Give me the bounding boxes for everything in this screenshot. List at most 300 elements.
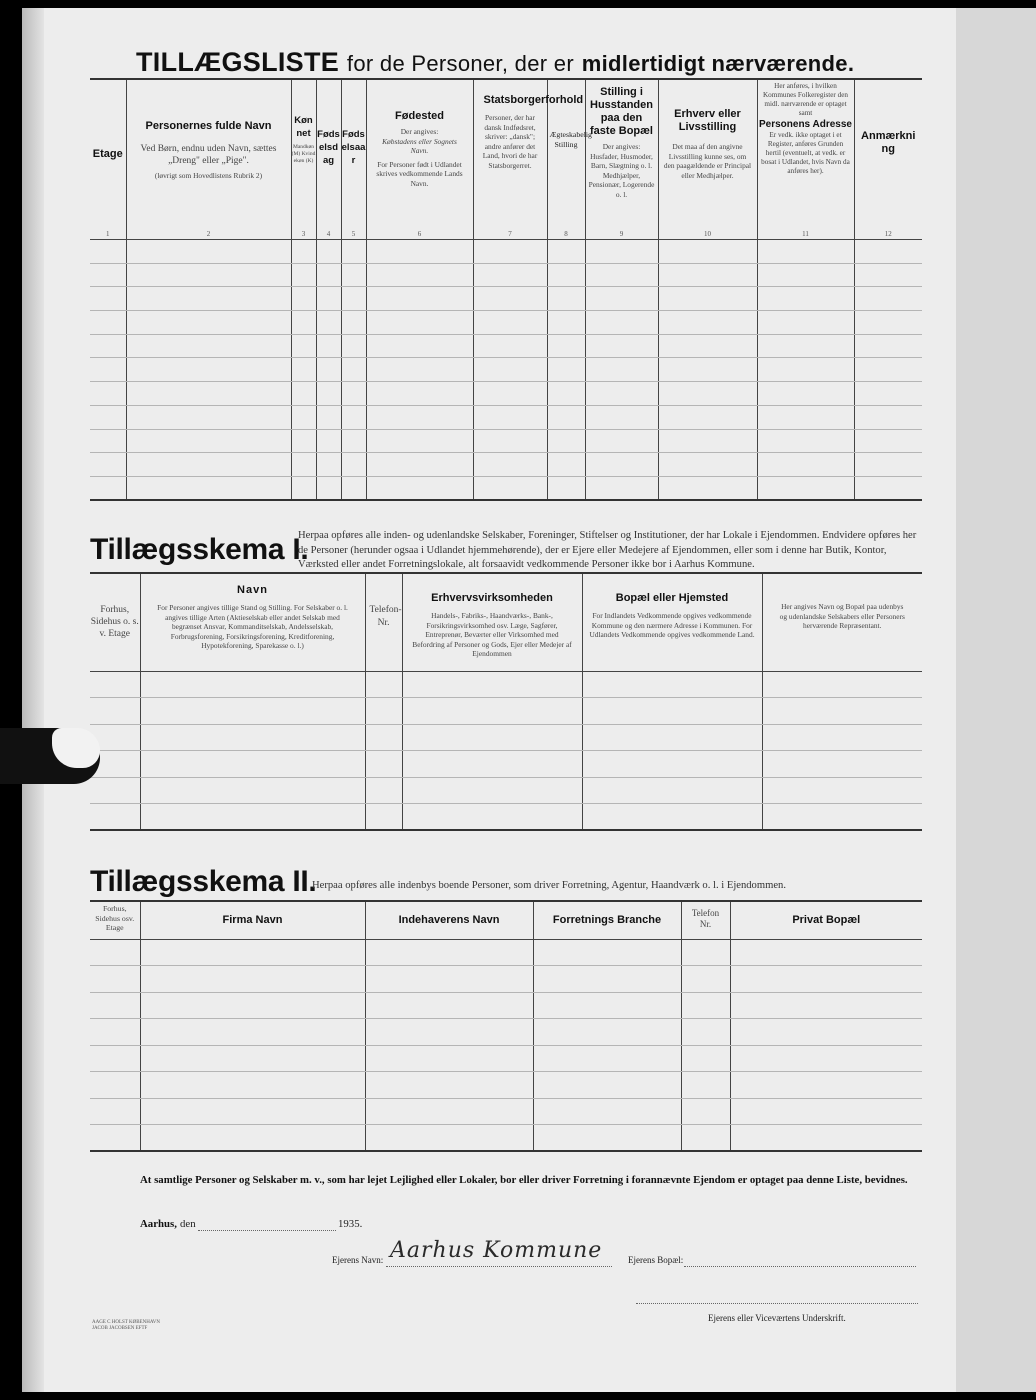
col-birthplace-header: Fødested Der angives: Købstadens eller Sognets Navn. For Personer født i Udlandet skrives vedkommende Lands Navn. bbox=[366, 79, 473, 229]
table-cell[interactable] bbox=[90, 358, 126, 382]
date-label: den bbox=[180, 1218, 196, 1230]
s1-col-residence-header: Bopæl eller Hjemsted For Indlandets Vedkommende opgives vedkommende Kommune og den nærmere Adresse i Kommunen. For Udlandets Vedkommende opgives vedkommende Land. bbox=[582, 573, 762, 671]
table-cell[interactable] bbox=[730, 992, 922, 1019]
table-cell[interactable] bbox=[547, 287, 585, 311]
table-cell[interactable] bbox=[341, 476, 366, 500]
table-cell[interactable] bbox=[341, 358, 366, 382]
signature-line bbox=[636, 1303, 918, 1304]
title-part1: TILLÆGSLISTE bbox=[136, 47, 340, 77]
next-page-edge bbox=[956, 8, 1036, 1392]
table-cell[interactable] bbox=[658, 405, 757, 429]
table-cell[interactable] bbox=[140, 1125, 365, 1152]
table-cell[interactable] bbox=[316, 405, 341, 429]
table-cell[interactable] bbox=[341, 287, 366, 311]
table-cell[interactable] bbox=[681, 1098, 730, 1125]
table-cell[interactable] bbox=[140, 1019, 365, 1046]
table-cell[interactable] bbox=[316, 263, 341, 287]
table-cell[interactable] bbox=[658, 334, 757, 358]
col-num-4: 4 bbox=[326, 230, 331, 238]
table-cell[interactable] bbox=[757, 311, 854, 335]
table-row bbox=[90, 429, 922, 453]
table-row bbox=[90, 1098, 922, 1125]
col-etage-header: Etage bbox=[90, 79, 126, 229]
table-cell[interactable] bbox=[533, 939, 681, 966]
table-cell[interactable] bbox=[762, 777, 922, 804]
table-cell[interactable] bbox=[547, 405, 585, 429]
table-cell[interactable] bbox=[402, 724, 582, 751]
table-cell[interactable] bbox=[126, 429, 291, 453]
table-cell[interactable] bbox=[402, 751, 582, 778]
table-cell[interactable] bbox=[90, 453, 126, 477]
table-cell[interactable] bbox=[90, 992, 140, 1019]
table-cell[interactable] bbox=[585, 334, 658, 358]
table-cell[interactable] bbox=[681, 1045, 730, 1072]
table-cell[interactable] bbox=[402, 777, 582, 804]
table-cell[interactable] bbox=[291, 429, 316, 453]
table-cell[interactable] bbox=[762, 671, 922, 698]
table-cell[interactable] bbox=[365, 1125, 533, 1152]
table-cell[interactable] bbox=[854, 263, 922, 287]
signature-label: Ejerens eller Viceværtens Underskrift. bbox=[708, 1313, 846, 1323]
table-cell[interactable] bbox=[585, 263, 658, 287]
table-row bbox=[90, 240, 922, 264]
table-cell[interactable] bbox=[365, 724, 402, 751]
table-cell[interactable] bbox=[90, 476, 126, 500]
table-cell[interactable] bbox=[854, 358, 922, 382]
table-cell[interactable] bbox=[681, 939, 730, 966]
schema1-description: Herpaa opføres alle inden- og udenlandske Selskaber, Foreninger, Stiftelser og Institutioner, der har Lokale i Ejendommen. Endvidere opføres her de Personer (herunder ogsaa i Udlandet hjemmehørende), der er Ejere eller Medejere af Ejendommen, eller som i denne har Butik, Kontor, Værksted eller andet Forretningslokale, alt forsaavidt vedkommende Personer ikke bor i Aarhus Kommune. bbox=[298, 530, 917, 570]
table-row bbox=[90, 1045, 922, 1072]
table-cell[interactable] bbox=[681, 966, 730, 993]
table-cell[interactable] bbox=[585, 405, 658, 429]
table-cell[interactable] bbox=[365, 1098, 533, 1125]
col-num-9: 9 bbox=[619, 230, 624, 238]
title-part3: midlertidigt nærværende. bbox=[581, 51, 855, 76]
table-cell[interactable] bbox=[757, 240, 854, 264]
table-cell[interactable] bbox=[585, 287, 658, 311]
table-cell[interactable] bbox=[365, 671, 402, 698]
table-cell[interactable] bbox=[533, 1072, 681, 1099]
table-cell[interactable] bbox=[291, 311, 316, 335]
s1-col-business-header: Erhvervsvirksomheden Handels-, Fabriks-, Haandværks-, Bank-, Forsikringsvirksomhed osv. Læge, Sagfører, Entreprenør, Beværter eller Virksomhed med Befordring af Personer og Gods, Ejer eller Medejer af Ejendommen bbox=[402, 573, 582, 671]
table-cell[interactable] bbox=[547, 453, 585, 477]
table-cell[interactable] bbox=[365, 804, 402, 831]
table-cell[interactable] bbox=[90, 240, 126, 264]
col-name-header: Personernes fulde Navn Ved Børn, endnu uden Navn, sættes „Dreng" eller „Pige". (løvrigt som Hovedlistens Rubrik 2) bbox=[126, 79, 291, 229]
table-cell[interactable] bbox=[365, 1072, 533, 1099]
col-num-3: 3 bbox=[301, 230, 306, 238]
table-cell[interactable] bbox=[762, 804, 922, 831]
table-cell[interactable] bbox=[90, 1125, 140, 1152]
table-cell[interactable] bbox=[90, 777, 140, 804]
table-cell[interactable] bbox=[90, 263, 126, 287]
schema1-table-body bbox=[90, 671, 922, 830]
s2-col-private-header: Privat Bopæl bbox=[730, 901, 922, 939]
s2-col-branch-header: Forretnings Branche bbox=[533, 901, 681, 939]
table-cell[interactable] bbox=[140, 1072, 365, 1099]
date-line bbox=[198, 1230, 336, 1231]
table-cell[interactable] bbox=[366, 311, 473, 335]
table-cell[interactable] bbox=[140, 698, 365, 725]
table-row bbox=[90, 939, 922, 966]
table-cell[interactable] bbox=[90, 698, 140, 725]
col-num-2: 2 bbox=[206, 230, 211, 238]
table-row bbox=[90, 1072, 922, 1099]
table-cell[interactable] bbox=[533, 1098, 681, 1125]
table-cell[interactable] bbox=[365, 939, 533, 966]
table-cell[interactable] bbox=[90, 334, 126, 358]
table-cell[interactable] bbox=[533, 992, 681, 1019]
table-cell[interactable] bbox=[316, 476, 341, 500]
table-cell[interactable] bbox=[730, 1045, 922, 1072]
table-cell[interactable] bbox=[341, 334, 366, 358]
table-cell[interactable] bbox=[365, 698, 402, 725]
table-cell[interactable] bbox=[533, 1045, 681, 1072]
table-cell[interactable] bbox=[582, 671, 762, 698]
table-cell[interactable] bbox=[365, 1019, 533, 1046]
table-row bbox=[90, 453, 922, 477]
table-cell[interactable] bbox=[90, 966, 140, 993]
col-num-11: 11 bbox=[802, 230, 809, 238]
table-cell[interactable] bbox=[658, 453, 757, 477]
table-cell[interactable] bbox=[365, 966, 533, 993]
table-cell[interactable] bbox=[365, 1045, 533, 1072]
s2-col-floor-header: Forhus, Sidehus osv. Etage bbox=[90, 901, 140, 939]
table-cell[interactable] bbox=[126, 453, 291, 477]
table-cell[interactable] bbox=[402, 698, 582, 725]
table-cell[interactable] bbox=[681, 992, 730, 1019]
table-cell[interactable] bbox=[757, 287, 854, 311]
table-row bbox=[90, 751, 922, 778]
table-cell[interactable] bbox=[585, 453, 658, 477]
table-cell[interactable] bbox=[585, 311, 658, 335]
s1-col-floor-header: Forhus, Sidehus o. s. v. Etage bbox=[90, 573, 140, 671]
table-row bbox=[90, 1125, 922, 1152]
table-cell[interactable] bbox=[582, 777, 762, 804]
col-num-5: 5 bbox=[351, 230, 356, 238]
col-num-12: 12 bbox=[884, 230, 892, 238]
table-cell[interactable] bbox=[473, 287, 547, 311]
table-cell[interactable] bbox=[140, 966, 365, 993]
table-cell[interactable] bbox=[140, 992, 365, 1019]
table-cell[interactable] bbox=[658, 287, 757, 311]
table-cell[interactable] bbox=[126, 263, 291, 287]
table-cell[interactable] bbox=[365, 751, 402, 778]
table-cell[interactable] bbox=[90, 382, 126, 406]
table-cell[interactable] bbox=[730, 1072, 922, 1099]
table-cell[interactable] bbox=[365, 992, 533, 1019]
table-cell[interactable] bbox=[658, 476, 757, 500]
table-cell[interactable] bbox=[126, 476, 291, 500]
table-cell[interactable] bbox=[533, 966, 681, 993]
table-row bbox=[90, 671, 922, 698]
table-cell[interactable] bbox=[473, 476, 547, 500]
binding-shadow bbox=[22, 8, 44, 1392]
col-birthyear-header: Fødselsaar bbox=[341, 79, 366, 229]
table-cell[interactable] bbox=[316, 240, 341, 264]
col-num-7: 7 bbox=[508, 230, 512, 238]
s1-col-name-header: Navn For Personer angives tillige Stand og Stilling. For Selskaber o. l. angives tillige Arten (Aktieselskab eller andet Selskab med begrænset Ansvar, Kommanditselskab, Andelsselskab, Forbrugsforening, Forsikringsforening, Kreditforening, Hypotekforening, Sparekasse o. l.) bbox=[140, 573, 365, 671]
table-cell[interactable] bbox=[585, 476, 658, 500]
table-cell[interactable] bbox=[757, 429, 854, 453]
table-row bbox=[90, 263, 922, 287]
table-row bbox=[90, 476, 922, 500]
table-cell[interactable] bbox=[547, 429, 585, 453]
table-cell[interactable] bbox=[341, 405, 366, 429]
owner-address-line bbox=[684, 1266, 916, 1267]
table-cell[interactable] bbox=[757, 476, 854, 500]
table-cell[interactable] bbox=[366, 334, 473, 358]
main-table bbox=[90, 78, 922, 501]
table-cell[interactable] bbox=[757, 382, 854, 406]
table-cell[interactable] bbox=[366, 453, 473, 477]
table-cell[interactable] bbox=[90, 287, 126, 311]
table-cell[interactable] bbox=[90, 804, 140, 831]
table-row bbox=[90, 966, 922, 993]
table-cell[interactable] bbox=[854, 287, 922, 311]
table-cell[interactable] bbox=[90, 1072, 140, 1099]
printer-mark: AAGE C HOLST KØBENHAVN JACOB JACOBSEN EFTF bbox=[92, 1320, 161, 1331]
table-cell[interactable] bbox=[366, 429, 473, 453]
table-cell[interactable] bbox=[365, 777, 402, 804]
table-cell[interactable] bbox=[762, 698, 922, 725]
table-cell[interactable] bbox=[140, 804, 365, 831]
place-label: Aarhus, bbox=[140, 1218, 177, 1230]
schema2-description: Herpaa opføres alle indenbys boende Personer, som driver Forretning, Agentur, Haandværk o. l. i Ejendommen. bbox=[312, 880, 786, 891]
owner-address-label: Ejerens Bopæl: bbox=[628, 1255, 684, 1265]
table-cell[interactable] bbox=[547, 382, 585, 406]
col-occupation-header: Erhverv eller Livsstilling Det maa af den angivne Livsstilling kunne ses, om den paagældende er Principal eller Medhjælper. bbox=[658, 79, 757, 229]
table-cell[interactable] bbox=[366, 405, 473, 429]
table-cell[interactable] bbox=[473, 311, 547, 335]
col-num-1: 1 bbox=[106, 230, 110, 238]
table-cell[interactable] bbox=[473, 405, 547, 429]
table-cell[interactable] bbox=[757, 263, 854, 287]
table-cell[interactable] bbox=[762, 751, 922, 778]
table-cell[interactable] bbox=[316, 453, 341, 477]
table-cell[interactable] bbox=[473, 334, 547, 358]
table-cell[interactable] bbox=[585, 382, 658, 406]
table-cell[interactable] bbox=[757, 334, 854, 358]
table-cell[interactable] bbox=[90, 1045, 140, 1072]
main-table-body bbox=[90, 240, 922, 501]
table-cell[interactable] bbox=[681, 1125, 730, 1152]
col-citizenship-header: Statsborgerforhold Personer, der har dansk Indfødsret, skriver: „dansk"; andre anfører det Land, hvori de har Statsborgerret. bbox=[473, 79, 547, 229]
table-cell[interactable] bbox=[90, 1098, 140, 1125]
table-cell[interactable] bbox=[547, 263, 585, 287]
table-cell[interactable] bbox=[757, 358, 854, 382]
table-cell[interactable] bbox=[585, 429, 658, 453]
table-cell[interactable] bbox=[366, 358, 473, 382]
col-gender-header: Kønnet Mandkøn (M) Kvindekøn (K) bbox=[291, 79, 316, 229]
s1-col-representative-header: Her angives Navn og Bopæl paa udenbys og udenlandske Selskabers eller Personers herværende Repræsentant. bbox=[762, 573, 922, 671]
table-row bbox=[90, 698, 922, 725]
year-label: 1935. bbox=[338, 1218, 363, 1230]
table-cell[interactable] bbox=[585, 240, 658, 264]
table-cell[interactable] bbox=[90, 429, 126, 453]
table-cell[interactable] bbox=[341, 382, 366, 406]
table-cell[interactable] bbox=[473, 263, 547, 287]
col-address-header: Her anføres, i hvilken Kommunes Folkeregister den midl. nærværende er optaget samt Personens Adresse Er vedk. ikke optaget i et Register, anføres Grunden hertil (eventuelt, at vedk. er bosat i Udlandet, hvis Navn da anføres her). bbox=[757, 79, 854, 229]
table-cell[interactable] bbox=[757, 453, 854, 477]
table-cell[interactable] bbox=[126, 382, 291, 406]
table-cell[interactable] bbox=[762, 724, 922, 751]
table-cell[interactable] bbox=[291, 476, 316, 500]
table-cell[interactable] bbox=[341, 311, 366, 335]
col-num-8: 8 bbox=[564, 230, 568, 238]
table-cell[interactable] bbox=[291, 240, 316, 264]
table-cell[interactable] bbox=[316, 358, 341, 382]
table-cell[interactable] bbox=[126, 358, 291, 382]
table-cell[interactable] bbox=[140, 671, 365, 698]
table-cell[interactable] bbox=[140, 1045, 365, 1072]
table-cell[interactable] bbox=[90, 939, 140, 966]
table-row bbox=[90, 287, 922, 311]
table-cell[interactable] bbox=[402, 671, 582, 698]
table-cell[interactable] bbox=[126, 405, 291, 429]
table-cell[interactable] bbox=[126, 311, 291, 335]
table-cell[interactable] bbox=[140, 1098, 365, 1125]
table-cell[interactable] bbox=[658, 240, 757, 264]
table-cell[interactable] bbox=[473, 358, 547, 382]
table-row bbox=[90, 358, 922, 382]
title-part2: for de Personer, der er bbox=[346, 51, 574, 76]
table-cell[interactable] bbox=[730, 1019, 922, 1046]
table-cell[interactable] bbox=[341, 429, 366, 453]
table-row bbox=[90, 311, 922, 335]
s2-col-phone-header: Telefon Nr. bbox=[681, 901, 730, 939]
col-num-6: 6 bbox=[417, 230, 422, 238]
s1-col-phone-header: Telefon-Nr. bbox=[365, 573, 402, 671]
table-cell[interactable] bbox=[854, 311, 922, 335]
table-cell[interactable] bbox=[730, 966, 922, 993]
table-row bbox=[90, 804, 922, 831]
table-cell[interactable] bbox=[547, 311, 585, 335]
table-cell[interactable] bbox=[533, 1125, 681, 1152]
table-cell[interactable] bbox=[90, 405, 126, 429]
table-cell[interactable] bbox=[291, 334, 316, 358]
certification-text: At samtlige Personer og Selskaber m. v., som har lejet Lejlighed eller Lokaler, bor eller driver Forretning i forannævnte Ejendom er optaget paa denne Liste, bevidnes. bbox=[140, 1174, 908, 1186]
table-cell[interactable] bbox=[291, 263, 316, 287]
table-cell[interactable] bbox=[140, 724, 365, 751]
table-cell[interactable] bbox=[473, 429, 547, 453]
table-cell[interactable] bbox=[90, 1019, 140, 1046]
table-cell[interactable] bbox=[366, 287, 473, 311]
table-cell[interactable] bbox=[90, 671, 140, 698]
table-cell[interactable] bbox=[854, 429, 922, 453]
table-cell[interactable] bbox=[126, 240, 291, 264]
table-cell[interactable] bbox=[316, 311, 341, 335]
table-cell[interactable] bbox=[126, 287, 291, 311]
col-birthday-header: Fødselsdag bbox=[316, 79, 341, 229]
table-cell[interactable] bbox=[341, 263, 366, 287]
schema2-table-body bbox=[90, 939, 922, 1151]
table-cell[interactable] bbox=[658, 429, 757, 453]
table-cell[interactable] bbox=[402, 804, 582, 831]
table-row bbox=[90, 777, 922, 804]
table-cell[interactable] bbox=[473, 453, 547, 477]
table-cell[interactable] bbox=[140, 939, 365, 966]
table-cell[interactable] bbox=[366, 240, 473, 264]
table-cell[interactable] bbox=[582, 751, 762, 778]
table-cell[interactable] bbox=[854, 382, 922, 406]
table-cell[interactable] bbox=[316, 382, 341, 406]
table-cell[interactable] bbox=[854, 334, 922, 358]
table-cell[interactable] bbox=[316, 287, 341, 311]
table-cell[interactable] bbox=[473, 240, 547, 264]
table-cell[interactable] bbox=[730, 939, 922, 966]
table-cell[interactable] bbox=[658, 358, 757, 382]
table-cell[interactable] bbox=[366, 382, 473, 406]
owner-signature: Aarhus Kommune bbox=[390, 1238, 603, 1263]
table-cell[interactable] bbox=[854, 476, 922, 500]
table-cell[interactable] bbox=[473, 382, 547, 406]
table-cell[interactable] bbox=[291, 453, 316, 477]
table-cell[interactable] bbox=[730, 1098, 922, 1125]
table-cell[interactable] bbox=[140, 751, 365, 778]
table-cell[interactable] bbox=[582, 724, 762, 751]
table-cell[interactable] bbox=[730, 1125, 922, 1152]
owner-name-label: Ejerens Navn: bbox=[332, 1255, 384, 1265]
table-cell[interactable] bbox=[341, 453, 366, 477]
table-cell[interactable] bbox=[316, 334, 341, 358]
table-cell[interactable] bbox=[90, 311, 126, 335]
table-cell[interactable] bbox=[585, 358, 658, 382]
table-cell[interactable] bbox=[366, 476, 473, 500]
table-cell[interactable] bbox=[533, 1019, 681, 1046]
table-row bbox=[90, 334, 922, 358]
table-cell[interactable] bbox=[681, 1019, 730, 1046]
table-cell[interactable] bbox=[658, 382, 757, 406]
table-cell[interactable] bbox=[341, 240, 366, 264]
table-cell[interactable] bbox=[547, 334, 585, 358]
table-cell[interactable] bbox=[854, 240, 922, 264]
table-cell[interactable] bbox=[366, 263, 473, 287]
table-cell[interactable] bbox=[140, 777, 365, 804]
schema2-title: Tillægsskema II. bbox=[90, 865, 317, 898]
table-cell[interactable] bbox=[291, 405, 316, 429]
table-cell[interactable] bbox=[547, 358, 585, 382]
schema1-title: Tillægsskema I. bbox=[90, 533, 309, 566]
s2-col-owner-header: Indehaverens Navn bbox=[365, 901, 533, 939]
owner-name-line bbox=[386, 1266, 612, 1267]
col-household-header: Stilling i Husstanden paa den faste Bopæl Der angives: Husfader, Husmoder, Barn, Slægtning o. l. Medhjælper, Pensionær, Logerende o. l. bbox=[585, 79, 658, 229]
table-cell[interactable] bbox=[681, 1072, 730, 1099]
table-cell[interactable] bbox=[291, 358, 316, 382]
schema2-table bbox=[90, 900, 922, 1152]
table-cell[interactable] bbox=[582, 804, 762, 831]
table-cell[interactable] bbox=[316, 429, 341, 453]
table-cell[interactable] bbox=[547, 476, 585, 500]
table-cell[interactable] bbox=[757, 405, 854, 429]
table-row bbox=[90, 992, 922, 1019]
table-row bbox=[90, 1019, 922, 1046]
table-row bbox=[90, 382, 922, 406]
table-cell[interactable] bbox=[658, 263, 757, 287]
table-cell[interactable] bbox=[547, 240, 585, 264]
table-cell[interactable] bbox=[291, 287, 316, 311]
col-remarks-header: Anmærkning bbox=[854, 79, 922, 229]
table-cell[interactable] bbox=[126, 334, 291, 358]
table-cell[interactable] bbox=[291, 382, 316, 406]
table-cell[interactable] bbox=[658, 311, 757, 335]
table-row bbox=[90, 405, 922, 429]
s2-col-firm-header: Firma Navn bbox=[140, 901, 365, 939]
table-cell[interactable] bbox=[854, 453, 922, 477]
schema1-table bbox=[90, 572, 922, 831]
table-cell[interactable] bbox=[582, 698, 762, 725]
table-cell[interactable] bbox=[854, 405, 922, 429]
